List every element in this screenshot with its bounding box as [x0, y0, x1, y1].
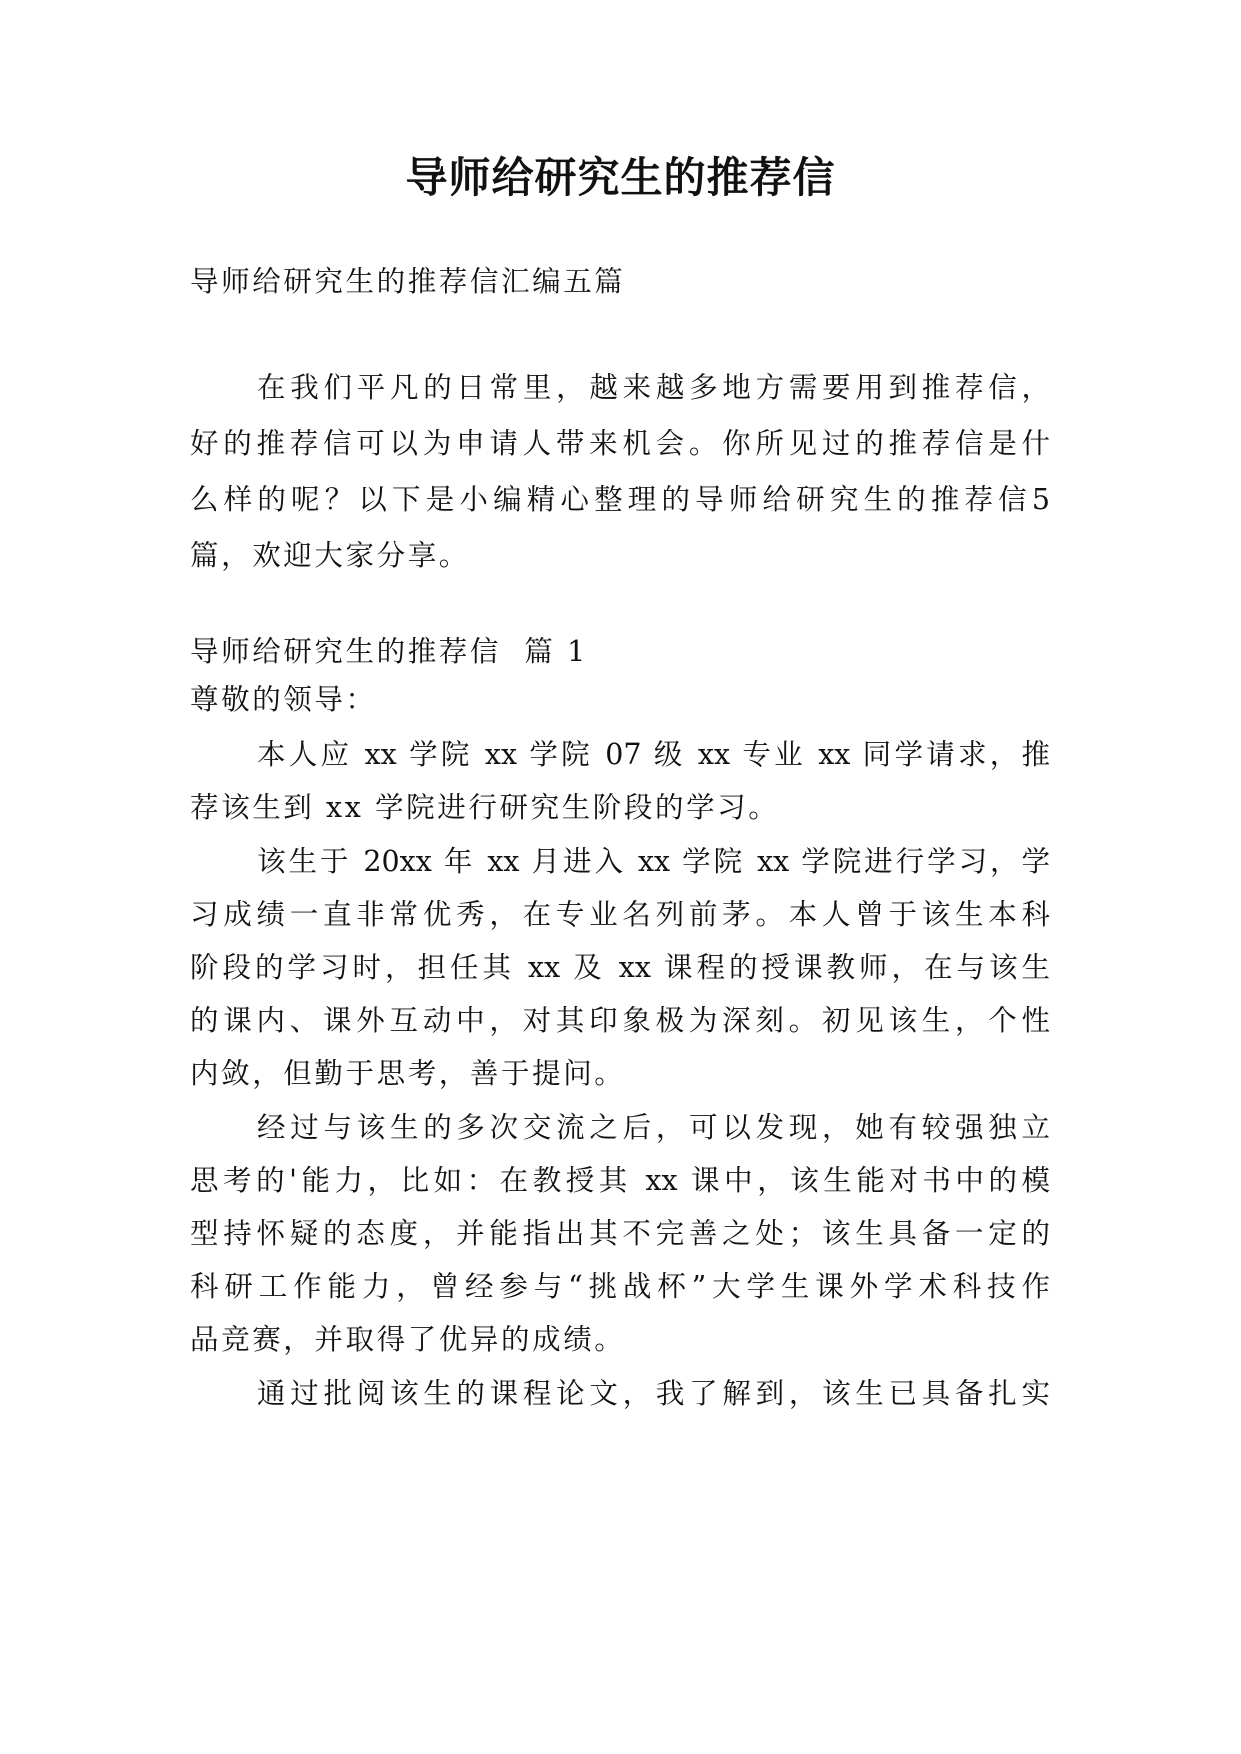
- section-heading: 导师给研究生的推荐信 篇 1: [190, 635, 588, 668]
- body-line-8: 经过与该生的多次交流之后，可以发现，她有较强独立: [257, 1111, 1050, 1144]
- document-subtitle: 导师给研究生的推荐信汇编五篇: [190, 265, 626, 298]
- intro-line-2: 好的推荐信可以为申请人带来机会。你所见过的推荐信是什: [190, 427, 1050, 460]
- body-line-10: 型持怀疑的态度，并能指出其不完善之处；该生具备一定的: [190, 1217, 1050, 1250]
- body-line-3: 该生于 20xx 年 xx 月进入 xx 学院 xx 学院进行学习，学: [257, 845, 1050, 878]
- body-line-6: 的课内、课外互动中，对其印象极为深刻。初见该生，个性: [190, 1004, 1050, 1037]
- body-line-7: 内敛，但勤于思考，善于提问。: [190, 1057, 626, 1090]
- body-line-5: 阶段的学习时，担任其 xx 及 xx 课程的授课教师，在与该生: [190, 951, 1050, 984]
- body-line-9: 思考的'能力，比如：在教授其 xx 课中，该生能对书中的模: [190, 1164, 1050, 1197]
- body-line-13: 通过批阅该生的课程论文，我了解到，该生已具备扎实: [257, 1377, 1050, 1410]
- intro-line-3: 么样的呢？以下是小编精心整理的导师给研究生的推荐信5: [190, 483, 1050, 516]
- intro-line-1: 在我们平凡的日常里，越来越多地方需要用到推荐信，: [257, 371, 1050, 404]
- body-line-12: 品竞赛，并取得了优异的成绩。: [190, 1323, 626, 1356]
- body-line-4: 习成绩一直非常优秀，在专业名列前茅。本人曾于该生本科: [190, 898, 1050, 931]
- body-line-11: 科研工作能力，曾经参与“挑战杯”大学生课外学术科技作: [190, 1270, 1050, 1303]
- intro-line-4: 篇，欢迎大家分享。: [190, 539, 470, 572]
- document-title: 导师给研究生的推荐信: [405, 153, 836, 202]
- body-line-2: 荐该生到 xx 学院进行研究生阶段的学习。: [190, 791, 780, 824]
- body-line-1: 本人应 xx 学院 xx 学院 07 级 xx 专业 xx 同学请求，推: [257, 738, 1050, 771]
- salutation: 尊敬的领导：: [190, 683, 377, 716]
